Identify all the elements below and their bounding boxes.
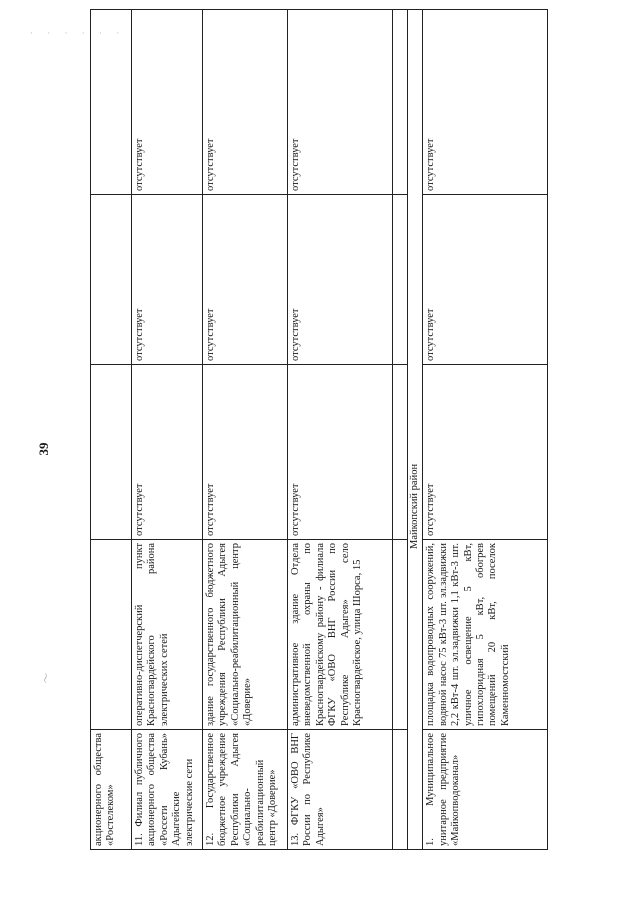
table-row — [288, 10, 393, 850]
district-label: Майкопский район — [408, 10, 423, 850]
org-cell: 11. Филиал публичного акционерного общества «Россети Кубань» Адыгейские электрические сети — [132, 730, 203, 850]
org-cell: 12. Государственное бюджетное учреждение Республики Адыгея «Социально-реабилитационный центр «Доверие» — [203, 730, 288, 850]
rotated-table-container — [90, 10, 560, 850]
data-table — [90, 9, 548, 850]
object-cell — [91, 540, 132, 730]
value-cell: отсутствует — [203, 10, 288, 195]
table-row — [91, 10, 132, 850]
object-cell: площадка водопроводных сооружений, водяной насос 75 кВт-3 шт. эл.задвижки 2,2 кВт-4 шт. эл.задвижки 1,1 кВт-3 шт. уличное освещение 5 кВт, гипохлоридная 5 кВт, обогрев помещений 20 кВт, поселок Каменномостский — [423, 540, 548, 730]
district-header-row — [408, 10, 423, 850]
scan-smudge: 〜 — [40, 672, 53, 684]
table-row — [132, 10, 203, 850]
scan-noise: · · · · · · — [30, 28, 126, 38]
page-number: 39 — [36, 442, 51, 456]
object-cell: здание государственного бюджетного учреждения Республики Адыгея «Социально-реабилитационный центр «Доверие» — [203, 540, 288, 730]
value-cell: отсутствует — [423, 195, 548, 365]
org-cell: 1. Муниципальное унитарное предприятие «Майкопводоканал» — [423, 730, 548, 850]
org-cell: акционерного общества «Ростелеком» — [91, 730, 132, 850]
value-cell: отсутствует — [132, 365, 203, 540]
value-cell: отсутствует — [132, 10, 203, 195]
org-cell: 13. ФГКУ «ОВО ВНГ России по Республике Адыгея» — [288, 730, 393, 850]
value-cell — [91, 10, 132, 195]
object-cell: административное здание Отдела вневедомственной охраны по Красногвардейскому району - филиала ФГКУ «ОВО ВНГ России по Республике Адыгея» село Красногвардейское, улица Шорса, 15 — [288, 540, 393, 730]
value-cell: отсутствует — [203, 365, 288, 540]
table-row — [203, 10, 288, 850]
value-cell: отсутствует — [423, 365, 548, 540]
object-cell: оперативно-диспетчерский пункт Красногвардейского района электрических сетей — [132, 540, 203, 730]
value-cell: отсутствует — [288, 365, 393, 540]
value-cell — [91, 365, 132, 540]
value-cell: отсутствует — [288, 195, 393, 365]
value-cell: отсутствует — [132, 195, 203, 365]
value-cell: отсутствует — [203, 195, 288, 365]
value-cell — [91, 195, 132, 365]
table-row — [423, 10, 548, 850]
table-row-spacer — [393, 10, 408, 850]
value-cell: отсутствует — [288, 10, 393, 195]
value-cell: отсутствует — [423, 10, 548, 195]
